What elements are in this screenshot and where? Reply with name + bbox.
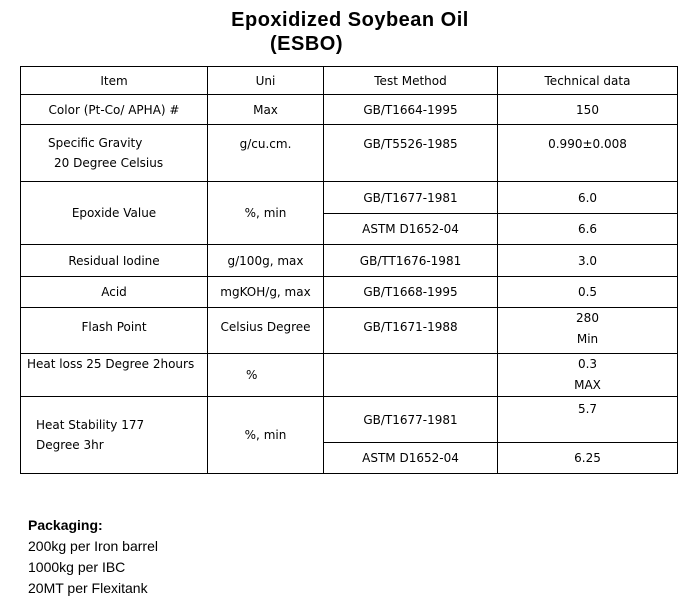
cell-unit: %, min: [208, 397, 324, 474]
cell-item: Color (Pt-Co/ APHA) #: [21, 95, 208, 125]
cell-method: GB/T1668-1995: [324, 277, 498, 308]
table-row: [21, 308, 678, 354]
cell-item: Acid: [21, 277, 208, 308]
cell-method: [324, 354, 498, 397]
cell-item: Flash Point: [21, 308, 208, 354]
cell-method: GB/T1671-1988: [324, 308, 498, 354]
table-row: [21, 95, 678, 125]
cell-value: 3.0: [498, 245, 678, 277]
cell-unit: %: [208, 354, 324, 397]
cell-value: 6.25: [498, 443, 678, 474]
packaging-heading: Packaging:: [28, 517, 103, 533]
item-line: 20 Degree Celsius: [54, 156, 164, 170]
table-row: [21, 397, 678, 443]
cell-unit: g/cu.cm.: [208, 125, 324, 182]
cell-unit: Max: [208, 95, 324, 125]
header-item: Item: [21, 67, 208, 95]
header-unit: Uni: [208, 67, 324, 95]
cell-method: ASTM D1652-04: [324, 214, 498, 245]
packaging-line: 1000kg per IBC: [28, 559, 126, 575]
table-row: [21, 245, 678, 277]
value-line: MAX: [574, 378, 601, 392]
table-header-row: [21, 67, 678, 95]
cell-value: [498, 354, 678, 397]
cell-method: GB/T1677-1981: [324, 182, 498, 214]
cell-unit: mgKOH/g, max: [208, 277, 324, 308]
packaging-section: [28, 515, 158, 599]
value-line: 280: [576, 311, 599, 325]
cell-value: 6.0: [498, 182, 678, 214]
cell-unit: %, min: [208, 182, 324, 245]
table-row: [21, 354, 678, 397]
document-title: Epoxidized Soybean Oil: [231, 9, 469, 31]
cell-item: [21, 125, 208, 182]
cell-value: 0.5: [498, 277, 678, 308]
cell-method: GB/T5526-1985: [324, 125, 498, 182]
header-technical-data: Technical data: [498, 67, 678, 95]
cell-item: Epoxide Value: [21, 182, 208, 245]
cell-value: 150: [498, 95, 678, 125]
cell-value: 6.6: [498, 214, 678, 245]
table-row: [21, 277, 678, 308]
table-row: [21, 182, 678, 214]
cell-unit: Celsius Degree: [208, 308, 324, 354]
cell-method: GB/T1677-1981: [324, 397, 498, 443]
cell-value: [498, 308, 678, 354]
value-line: Min: [576, 332, 599, 346]
cell-item: Heat loss 25 Degree 2hours: [21, 354, 208, 397]
cell-item: Heat Stability 177 Degree 3hr: [21, 397, 208, 474]
packaging-line: 20MT per Flexitank: [28, 580, 148, 596]
table-row: [21, 125, 678, 182]
item-line: Specific Gravity: [48, 136, 143, 150]
cell-unit: g/100g, max: [208, 245, 324, 277]
cell-item: Residual Iodine: [21, 245, 208, 277]
cell-method: GB/T1664-1995: [324, 95, 498, 125]
document-subtitle: (ESBO): [270, 33, 343, 55]
cell-value: 5.7: [498, 397, 678, 443]
packaging-line: 200kg per Iron barrel: [28, 538, 158, 554]
cell-method: GB/TT1676-1981: [324, 245, 498, 277]
cell-value: 0.990±0.008: [498, 125, 678, 182]
value-line: 0.3: [577, 357, 598, 371]
spec-table: [20, 66, 678, 474]
header-test-method: Test Method: [324, 67, 498, 95]
cell-method: ASTM D1652-04: [324, 443, 498, 474]
